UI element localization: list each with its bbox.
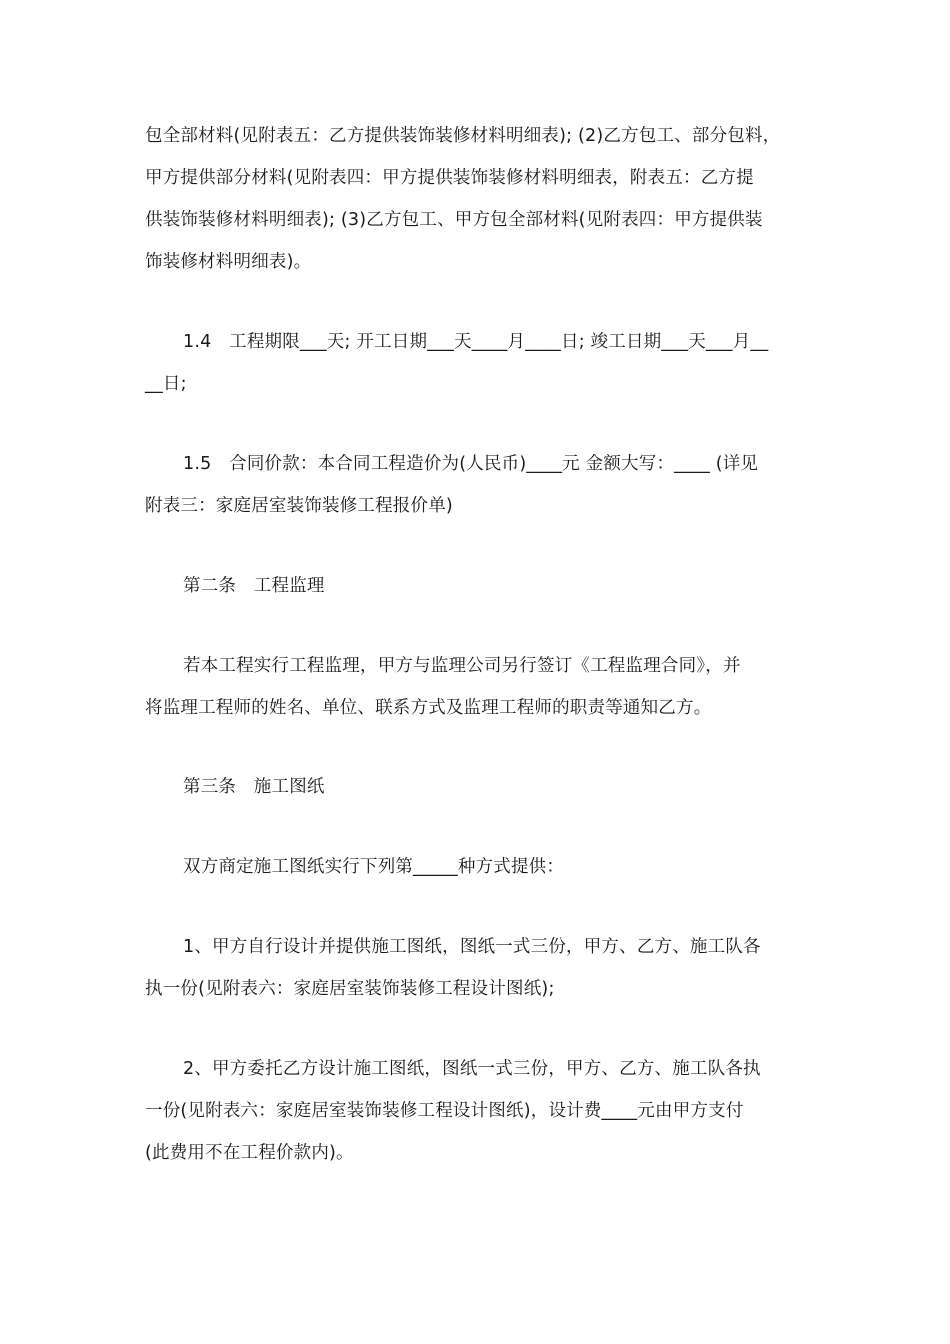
item-2-line-1: 2、甲方委托乙方设计施工图纸，图纸一式三份，甲方、乙方、施工队各执	[183, 1059, 761, 1079]
item-2-line-2: 一份(见附表六：家庭居室装饰装修工程设计图纸)，设计费____元由甲方支付	[145, 1101, 744, 1121]
item-1-line-2: 执一份(见附表六：家庭居室装饰装修工程设计图纸);	[145, 979, 555, 999]
article-2-body-line-2: 将监理工程师的姓名、单位、联系方式及监理工程师的职责等通知乙方。	[145, 698, 712, 718]
materials-line-3: 供装饰装修材料明细表); (3)乙方包工、甲方包全部材料(见附表四：甲方提供装	[145, 210, 763, 230]
article-3-intro: 双方商定施工图纸实行下列第_____种方式提供：	[183, 857, 565, 877]
materials-line-2: 甲方提供部分材料(见附表四：甲方提供装饰装修材料明细表，附表五：乙方提	[145, 168, 754, 188]
article-2-heading: 第二条 工程监理	[183, 576, 325, 596]
materials-line-1: 包全部材料(见附表五：乙方提供装饰装修材料明细表); (2)乙方包工、部分包料，	[145, 126, 781, 146]
article-3-heading: 第三条 施工图纸	[183, 777, 325, 797]
clause-1-5-line-2: 附表三：家庭居室装饰装修工程报价单)	[145, 496, 453, 516]
article-2-body-line-1: 若本工程实行工程监理，甲方与监理公司另行签订《工程监理合同》，并	[183, 656, 741, 676]
materials-line-4: 饰装修材料明细表)。	[145, 252, 312, 272]
item-1-line-1: 1、甲方自行设计并提供施工图纸，图纸一式三份，甲方、乙方、施工队各	[183, 937, 761, 957]
clause-1-4-line-1: 1.4 工程期限___天; 开工日期___天____月____日; 竣工日期___天___月__	[183, 332, 769, 352]
clause-1-4-line-2: __日;	[145, 374, 187, 394]
clause-1-5-line-1: 1.5 合同价款：本合同工程造价为(人民币)____元 金额大写：____ (详见	[183, 454, 759, 474]
item-2-line-3: (此费用不在工程价款内)。	[145, 1143, 354, 1163]
